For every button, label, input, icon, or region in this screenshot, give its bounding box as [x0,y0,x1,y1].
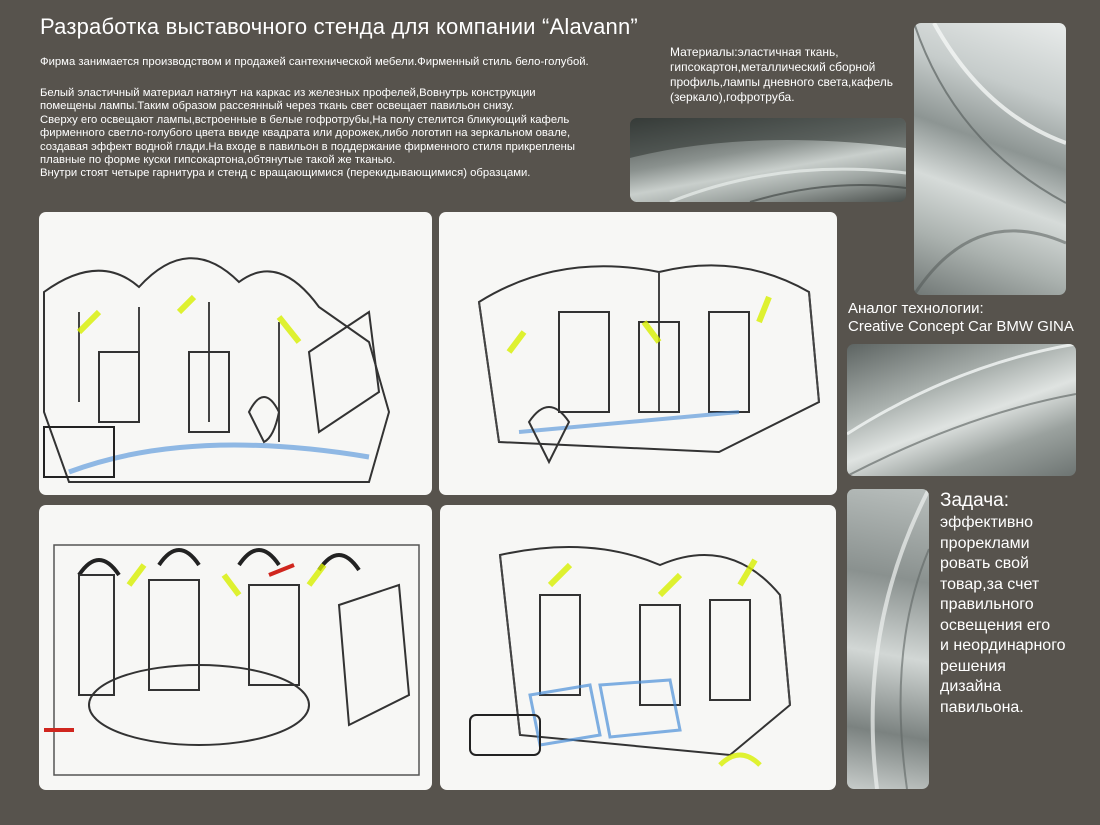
task-line: ровать свой [940,555,1029,572]
materials-text: Материалы:эластичная ткань, гипсокартон,металлический сборной профиль,лампы дневного света,кафель (зеркало),гофротруба. [670,45,893,104]
task-line: эффективно [940,514,1034,531]
sketch-pavilion-2 [439,212,837,495]
description-line: фирменного светло-голубого цвета ввиде квадрата или дорожек,либо логотип на зеркальном овале, [40,127,571,140]
task-line: освещения его [940,616,1051,634]
analog-label: Аналог технологии: [848,300,984,317]
intro-text: Фирма занимается производством и продажей сантехнической мебели.Фирменный стиль бело-голубой. [40,56,589,68]
page-title: Разработка выставочного стенда для компании “Alavann” [40,14,638,39]
fabric-photo-narrow-art [847,489,929,789]
task-heading: Задача [940,490,1004,511]
task-block [940,489,1080,718]
car-fabric-photo-art [847,344,1076,476]
analog-caption [848,300,1088,336]
fabric-photo-wide-art [630,118,906,202]
task-heading-colon: : [1003,490,1010,511]
task-line: товар,за счет [940,575,1040,593]
task-line: решения [940,657,1006,675]
sketch-pavilion-1-drawing [39,212,432,495]
car-fabric-photo [847,344,1076,476]
sketch-pavilion-4 [440,505,836,790]
description-line: Внутри стоят четыре гарнитура и стенд с вращающимися (перекидывающимися) образцами. [40,167,531,180]
sketch-pavilion-2-drawing [439,212,837,495]
description-text [40,87,640,181]
task-line: павильона. [940,698,1024,716]
task-line: правильного [940,596,1034,613]
sketch-pavilion-3-drawing [39,505,432,790]
description-line: Белый эластичный материал натянут на каркас из железных профелей,Вовнутрь конструкции [40,87,536,99]
task-line: и неординарного [940,637,1066,654]
sketch-pavilion-4-drawing [440,505,836,790]
sketch-pavilion-1 [39,212,432,495]
fabric-photo-tall [914,23,1066,295]
description-line: помещены лампы.Таким образом рассеянный через ткань свет освещает павильон снизу. [40,100,515,113]
description-line: Сверху его освещают лампы,встроенные в белые гофротрубы,На полу стелится бликующий кафель [40,113,570,126]
fabric-photo-tall-art [914,23,1066,295]
fabric-photo-wide [630,118,906,202]
task-line: прореклами [940,534,1030,552]
fabric-photo-narrow [847,489,929,789]
description-line: плавные по форме куски гипсокартона,обтянутые такой же тканью. [40,154,396,167]
task-line: дизайна [940,678,1002,695]
analog-car-name: Creative Concept Car BMW GINA [848,318,1074,335]
description-line: создавая эффект водной глади.На входе в павильон в поддержание фирменного стиля прикреплены [40,140,575,153]
sketch-pavilion-3 [39,505,432,790]
